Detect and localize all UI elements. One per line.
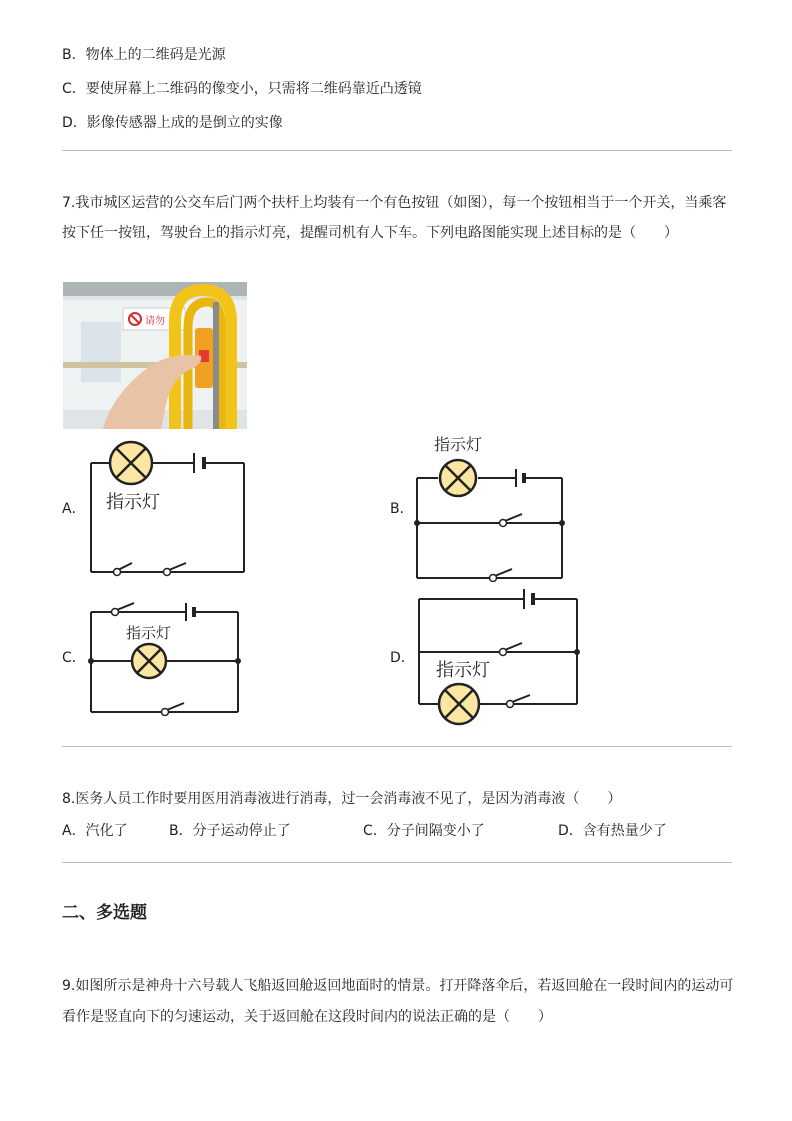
q7-stem-line2: 按下任一按钮，驾驶台上的指示灯亮，提醒司机有人下车。下列电路图能实现上述目标的是（ ） <box>62 225 678 241</box>
q9-stem-line2: 看作是竖直向下的匀速运动，关于返回舱在这段时间内的说法正确的是（ ） <box>62 1009 552 1025</box>
divider <box>62 862 732 863</box>
q6-option-b: B．物体上的二维码是光源 <box>62 47 226 63</box>
circuit-b-lamp-label: 指示灯 <box>434 435 483 454</box>
bus-button-photo <box>63 282 247 429</box>
q8-stem: 8.医务人员工作时要用医用消毒液进行消毒，过一会消毒液不见了，是因为消毒液（ ） <box>62 791 622 807</box>
circuit-a <box>86 436 250 580</box>
q7-option-b-label: B． <box>390 501 414 517</box>
circuit-d-lamp-label: 指示灯 <box>436 660 490 681</box>
q8-option-a: A．汽化了 <box>62 823 128 839</box>
circuit-c-lamp-label: 指示灯 <box>126 624 172 642</box>
q6-option-d: D．影像传感器上成的是倒立的实像 <box>62 115 283 131</box>
circuit-a-lamp-label: 指示灯 <box>106 492 160 513</box>
divider <box>62 746 732 747</box>
q7-option-a-label: A． <box>62 501 86 517</box>
photo-sign-text: 请勿 <box>145 316 165 327</box>
q6-option-c: C．要使屏幕上二维码的像变小，只需将二维码靠近凸透镜 <box>62 81 422 97</box>
q7-stem-line1: 7.我市城区运营的公交车后门两个扶杆上均装有一个有色按钮（如图），每一个按钮相当于一个开关，当乘客 <box>62 195 727 211</box>
circuit-c <box>86 598 242 716</box>
divider <box>62 150 732 151</box>
q9-stem-line1: 9.如图所示是神舟十六号载人飞船返回舱返回地面时的情景。打开降落伞后，若返回舱在一段时间内的运动可 <box>62 978 734 994</box>
circuit-b <box>414 430 570 582</box>
q7-option-d-label: D． <box>390 650 415 666</box>
q8-option-b: B．分子运动停止了 <box>169 823 291 839</box>
q8-option-c: C．分子间隔变小了 <box>363 823 485 839</box>
q7-option-c-label: C． <box>62 650 86 666</box>
q8-option-d: D．含有热量少了 <box>558 823 667 839</box>
circuit-d <box>414 588 584 730</box>
section-heading: 二、多选题 <box>62 903 147 923</box>
